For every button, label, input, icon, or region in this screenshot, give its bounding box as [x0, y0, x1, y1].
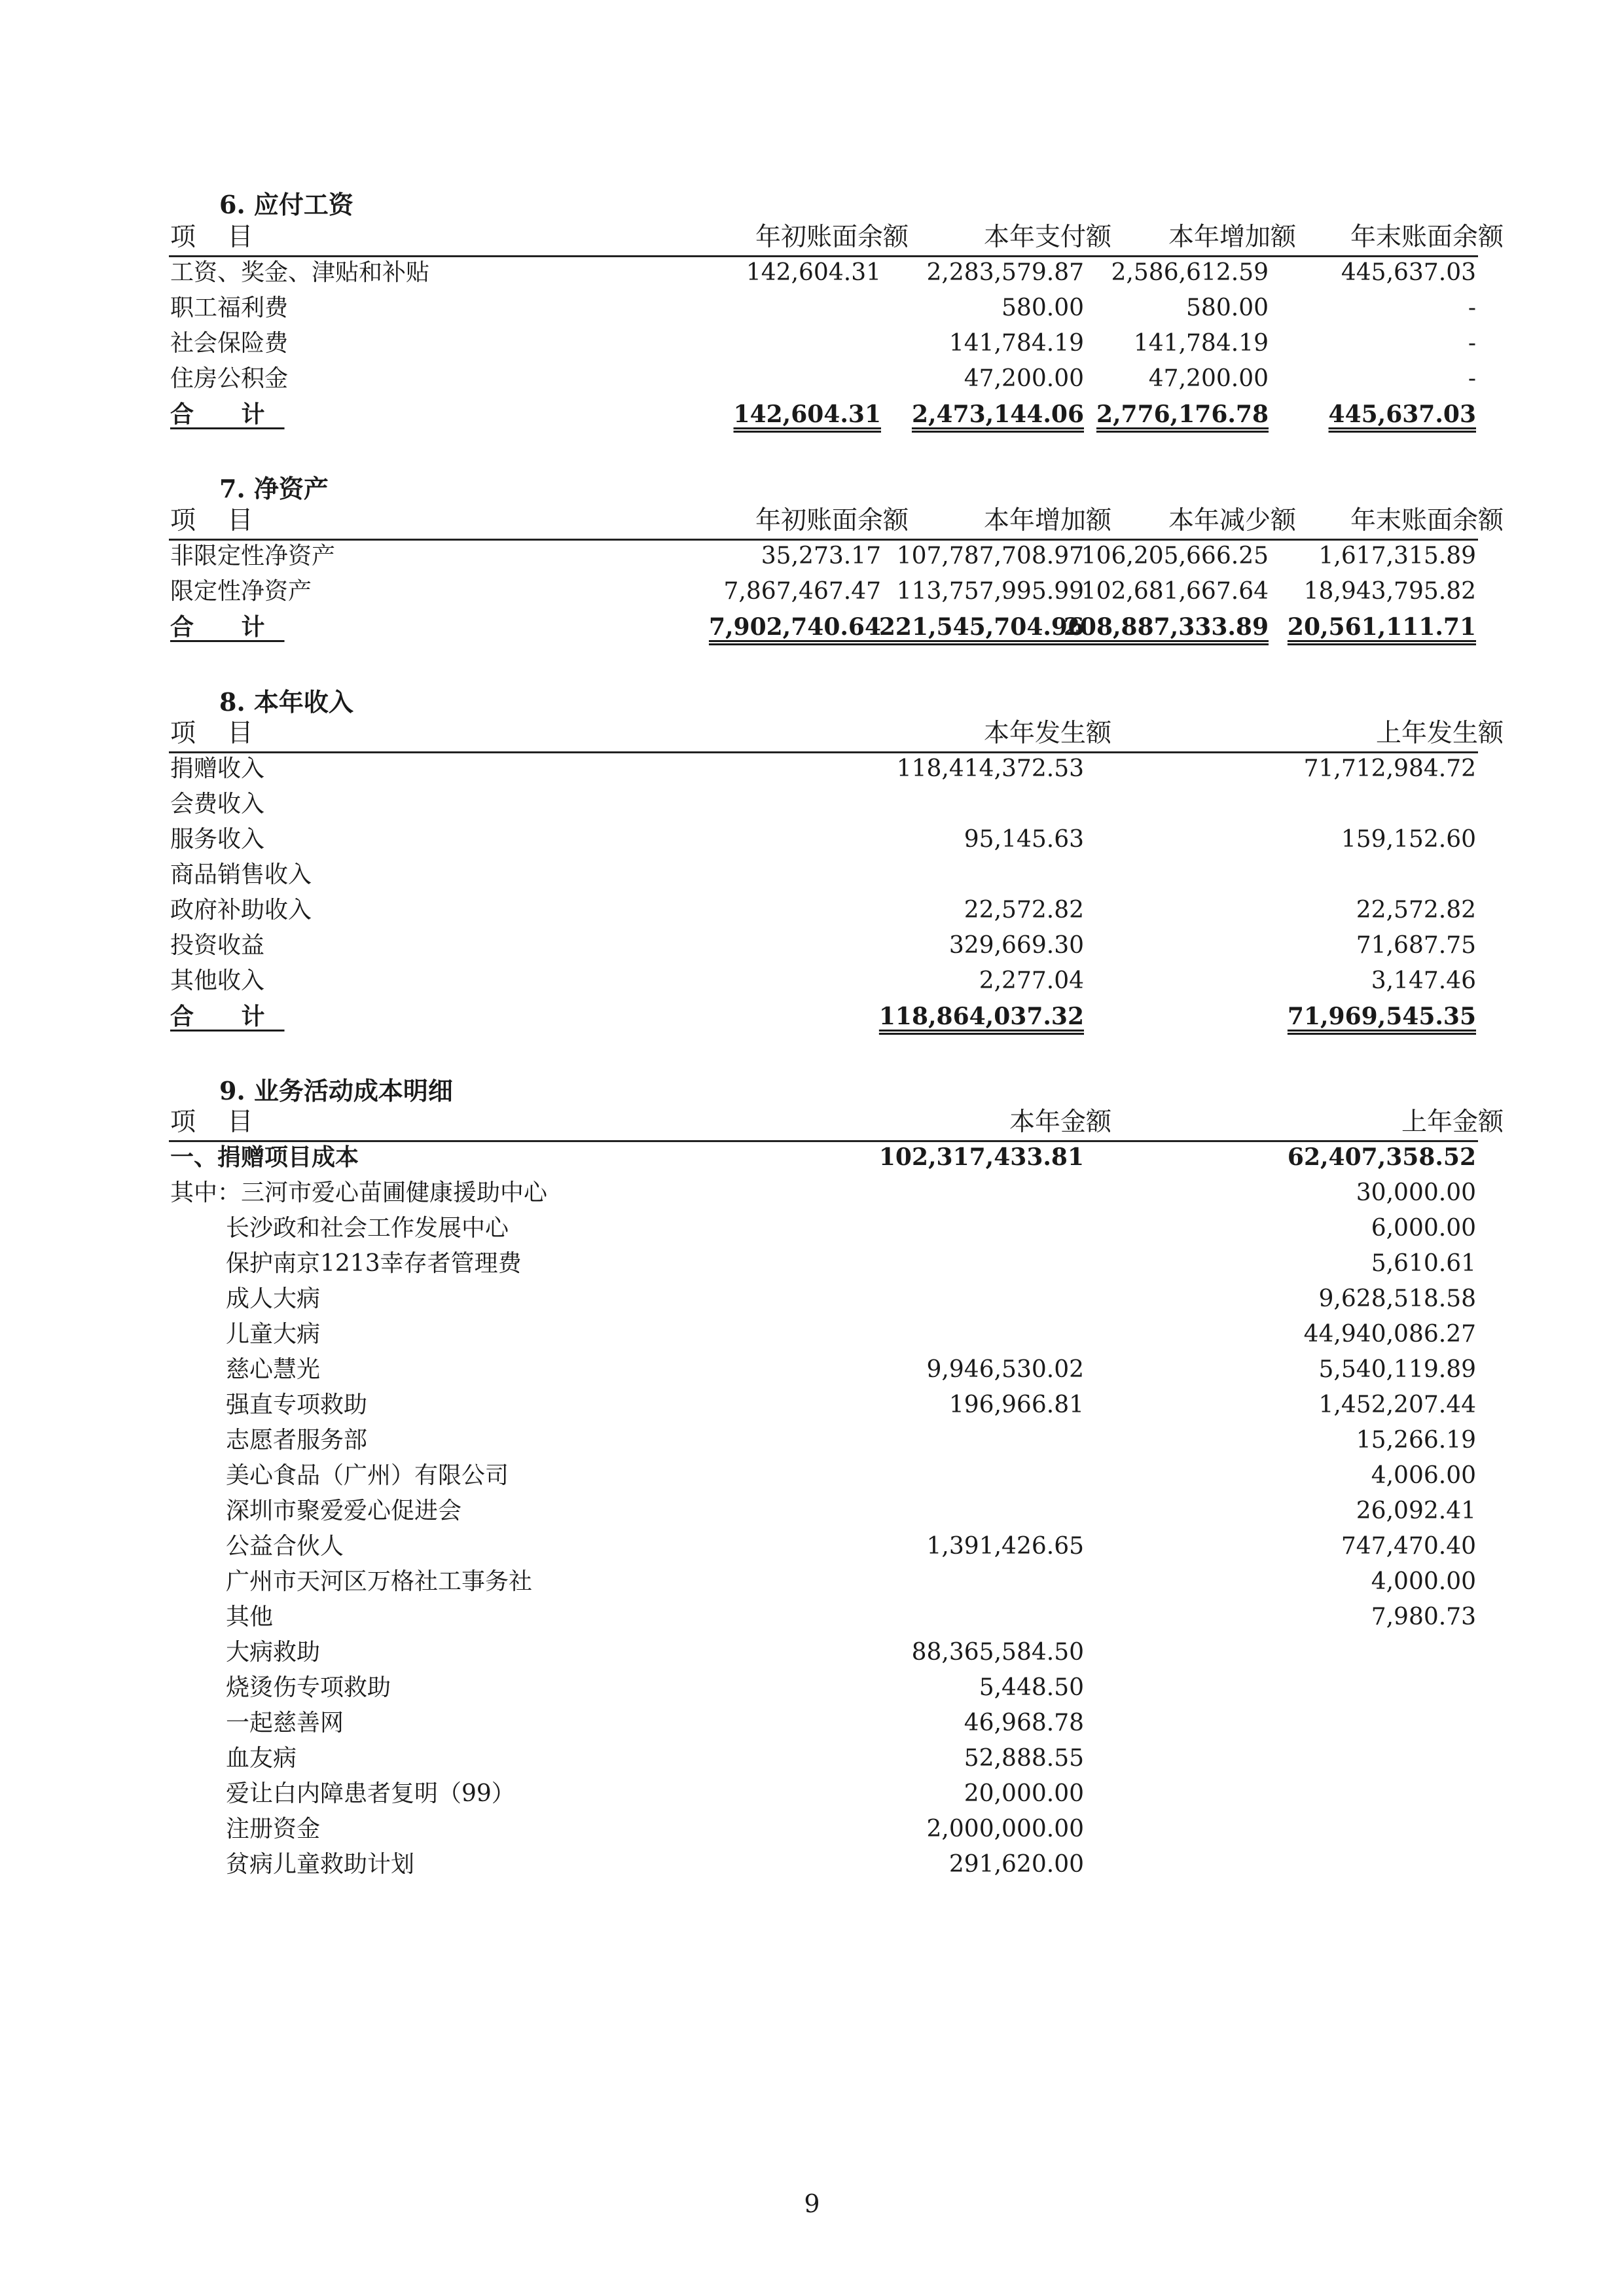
- row-label: 其他收入: [170, 967, 265, 994]
- row-label: 非限定性净资产: [170, 543, 336, 569]
- total-row: [0, 609, 1624, 645]
- total-opening: 142,604.31: [733, 401, 881, 428]
- row-label: 其他: [226, 1604, 274, 1630]
- page-number: 9: [804, 2189, 820, 2218]
- total-row: [0, 397, 1624, 432]
- row-label: 广州市天河区万格社工事务社: [226, 1568, 533, 1595]
- table-row: [0, 928, 1624, 963]
- table-row: [0, 1282, 1624, 1317]
- row-label: 一、捐赠项目成本: [170, 1143, 359, 1171]
- row-label: 商品销售收入: [170, 861, 312, 888]
- cell-reduced: 106,205,666.25: [1081, 543, 1269, 569]
- row-label: 社会保险费: [170, 330, 289, 357]
- cell-current: 102,317,433.81: [878, 1143, 1084, 1171]
- cell-current: 9,946,530.02: [926, 1356, 1084, 1383]
- cell-current: 5,448.50: [979, 1674, 1084, 1701]
- row-label: 成人大病: [226, 1285, 321, 1312]
- row-label: 慈心慧光: [226, 1356, 321, 1383]
- cell-added: 113,757,995.99: [896, 578, 1084, 605]
- table-row: [0, 893, 1624, 928]
- row-label: 政府补助收入: [170, 897, 312, 924]
- row-label: 志愿者服务部: [226, 1427, 368, 1454]
- section-title-payable-wages: 6. 应付工资: [219, 190, 353, 219]
- cell-previous: 71,712,984.72: [1303, 755, 1476, 782]
- total-label: 合 计: [170, 613, 285, 641]
- row-label: 深圳市聚爱爱心促进会: [226, 1498, 462, 1524]
- table-row: [0, 1706, 1624, 1741]
- cell-previous: 5,610.61: [1371, 1250, 1476, 1277]
- table-row: [0, 1388, 1624, 1423]
- cell-previous: 15,266.19: [1356, 1427, 1476, 1454]
- table-row: [0, 963, 1624, 999]
- table-row: [0, 1741, 1624, 1776]
- row-label: 大病救助: [226, 1639, 321, 1666]
- total-opening: 7,902,740.64: [708, 613, 881, 641]
- row-label: 其中：三河市爱心苗圃健康援助中心: [170, 1179, 548, 1206]
- cell-current: 291,620.00: [948, 1851, 1084, 1878]
- total-row: [0, 999, 1624, 1034]
- cell-previous: 9,628,518.58: [1318, 1285, 1476, 1312]
- total-closing: 445,637.03: [1328, 401, 1476, 428]
- table-row: [0, 1494, 1624, 1529]
- table-row: [0, 1670, 1624, 1706]
- row-label: 一起慈善网: [226, 1710, 344, 1736]
- total-closing: 20,561,111.71: [1287, 613, 1476, 641]
- col-header-closing: 年末账面余额: [1350, 506, 1504, 535]
- cell-previous: 7,980.73: [1371, 1604, 1476, 1630]
- col-header-added: 本年增加额: [1168, 223, 1296, 252]
- net-assets-header: [169, 503, 1504, 541]
- table-row: [0, 1600, 1624, 1635]
- cell-opening: 7,867,467.47: [723, 578, 881, 605]
- cell-current: 95,145.63: [964, 826, 1084, 853]
- table-row: [0, 255, 1624, 291]
- total-label: 合 计: [170, 401, 285, 428]
- col-header-opening: 年初账面余额: [755, 223, 909, 252]
- cell-current: 329,669.30: [948, 932, 1084, 959]
- cell-added: 580.00: [1186, 295, 1269, 321]
- income-header: [169, 716, 1504, 753]
- col-header-item: 项 目: [170, 719, 265, 748]
- col-header-opening: 年初账面余额: [755, 506, 909, 535]
- table-row: [0, 787, 1624, 822]
- cell-previous: 1,452,207.44: [1318, 1391, 1476, 1418]
- cell-previous: 26,092.41: [1356, 1498, 1476, 1524]
- cell-opening: 35,273.17: [761, 543, 881, 569]
- table-row: [0, 1529, 1624, 1564]
- table-row: [0, 574, 1624, 609]
- col-header-item: 项 目: [170, 506, 265, 535]
- cell-current: 88,365,584.50: [911, 1639, 1084, 1666]
- table-row: [0, 1246, 1624, 1282]
- cell-previous: 4,000.00: [1371, 1568, 1476, 1595]
- cell-paid: 2,283,579.87: [926, 259, 1084, 286]
- table-row: [0, 539, 1624, 574]
- cell-previous: 44,940,086.27: [1303, 1321, 1476, 1348]
- section-title-income: 8. 本年收入: [219, 687, 353, 717]
- table-row: [0, 857, 1624, 893]
- total-added: 221,545,704.96: [878, 613, 1084, 641]
- table-row: [0, 291, 1624, 326]
- row-label: 爱让白内障患者复明（99）: [226, 1780, 515, 1807]
- row-label: 烧烫伤专项救助: [226, 1674, 391, 1701]
- col-header-current: 本年金额: [1009, 1107, 1111, 1137]
- cell-paid: 47,200.00: [964, 365, 1084, 392]
- cell-previous: 3,147.46: [1371, 967, 1476, 994]
- cell-current: 52,888.55: [964, 1745, 1084, 1772]
- table-row: [0, 822, 1624, 857]
- cell-previous: 30,000.00: [1356, 1179, 1476, 1206]
- total-reduced: 208,887,333.89: [1063, 613, 1269, 641]
- row-label: 保护南京1213幸存者管理费: [226, 1250, 522, 1277]
- total-previous: 71,969,545.35: [1287, 1003, 1476, 1030]
- cell-opening: 142,604.31: [746, 259, 881, 286]
- row-label: 住房公积金: [170, 365, 289, 392]
- row-label: 血友病: [226, 1745, 297, 1772]
- row-label: 服务收入: [170, 826, 265, 853]
- cell-previous: 22,572.82: [1356, 897, 1476, 924]
- cell-previous: 5,540,119.89: [1318, 1356, 1476, 1383]
- table-row: [0, 361, 1624, 397]
- table-row: [0, 1139, 1624, 1175]
- cell-paid: 141,784.19: [948, 330, 1084, 357]
- table-row: [0, 1635, 1624, 1670]
- table-row: [0, 1317, 1624, 1352]
- row-label: 工资、奖金、津贴和补贴: [170, 259, 430, 286]
- section-title-activity-costs: 9. 业务活动成本明细: [219, 1076, 453, 1105]
- row-label: 职工福利费: [170, 295, 289, 321]
- col-header-previous: 上年发生额: [1375, 719, 1504, 748]
- total-label: 合 计: [170, 1003, 285, 1030]
- table-row: [0, 751, 1624, 787]
- col-header-closing: 年末账面余额: [1350, 223, 1504, 252]
- row-label: 美心食品（广州）有限公司: [226, 1462, 509, 1489]
- cell-current: 118,414,372.53: [896, 755, 1084, 782]
- cell-previous: 6,000.00: [1371, 1215, 1476, 1242]
- table-row: [0, 1776, 1624, 1812]
- cell-added: 141,784.19: [1133, 330, 1269, 357]
- row-label: 强直专项救助: [226, 1391, 368, 1418]
- cell-paid: 580.00: [1001, 295, 1084, 321]
- total-paid: 2,473,144.06: [911, 401, 1084, 428]
- table-row: [0, 1812, 1624, 1847]
- cell-closing: 1,617,315.89: [1318, 543, 1476, 569]
- cell-added: 2,586,612.59: [1111, 259, 1269, 286]
- cell-previous: 71,687.75: [1356, 932, 1476, 959]
- row-label: 儿童大病: [226, 1321, 321, 1348]
- cell-current: 22,572.82: [964, 897, 1084, 924]
- row-label: 捐赠收入: [170, 755, 265, 782]
- col-header-previous: 上年金额: [1401, 1107, 1504, 1137]
- row-label: 公益合伙人: [226, 1533, 344, 1560]
- row-label: 贫病儿童救助计划: [226, 1851, 415, 1878]
- cell-closing: -: [1468, 330, 1476, 357]
- col-header-item: 项 目: [170, 223, 265, 252]
- total-current: 118,864,037.32: [878, 1003, 1084, 1030]
- row-label: 投资收益: [170, 932, 265, 959]
- total-added: 2,776,176.78: [1096, 401, 1269, 428]
- table-row: [0, 1352, 1624, 1388]
- cell-previous: 62,407,358.52: [1287, 1143, 1476, 1171]
- cell-current: 20,000.00: [964, 1780, 1084, 1807]
- col-header-paid: 本年支付额: [983, 223, 1111, 252]
- table-row: [0, 1423, 1624, 1458]
- table-row: [0, 1847, 1624, 1882]
- col-header-item: 项 目: [170, 1107, 265, 1137]
- row-label: 长沙政和社会工作发展中心: [226, 1215, 509, 1242]
- cell-previous: 159,152.60: [1341, 826, 1476, 853]
- cell-closing: -: [1468, 365, 1476, 392]
- row-label: 注册资金: [226, 1816, 321, 1842]
- cell-added: 107,787,708.97: [896, 543, 1084, 569]
- cell-current: 2,000,000.00: [926, 1816, 1084, 1842]
- cell-closing: 18,943,795.82: [1303, 578, 1476, 605]
- row-label: 会费收入: [170, 791, 265, 817]
- table-row: [0, 1564, 1624, 1600]
- col-header-added: 本年增加额: [983, 506, 1111, 535]
- table-row: [0, 1458, 1624, 1494]
- section-title-net-assets: 7. 净资产: [219, 474, 329, 503]
- cell-current: 2,277.04: [979, 967, 1084, 994]
- cell-closing: -: [1468, 295, 1476, 321]
- activity-costs-header: [169, 1105, 1504, 1142]
- col-header-reduced: 本年减少额: [1168, 506, 1296, 535]
- table-row: [0, 1211, 1624, 1246]
- cell-closing: 445,637.03: [1341, 259, 1476, 286]
- col-header-current: 本年发生额: [983, 719, 1111, 748]
- payable-wages-header: [169, 220, 1504, 257]
- cell-added: 47,200.00: [1148, 365, 1269, 392]
- cell-current: 46,968.78: [964, 1710, 1084, 1736]
- cell-previous: 747,470.40: [1341, 1533, 1476, 1560]
- cell-current: 196,966.81: [948, 1391, 1084, 1418]
- cell-reduced: 102,681,667.64: [1081, 578, 1269, 605]
- table-row: [0, 326, 1624, 361]
- cell-current: 1,391,426.65: [926, 1533, 1084, 1560]
- table-row: [0, 1175, 1624, 1211]
- cell-previous: 4,006.00: [1371, 1462, 1476, 1489]
- row-label: 限定性净资产: [170, 578, 312, 605]
